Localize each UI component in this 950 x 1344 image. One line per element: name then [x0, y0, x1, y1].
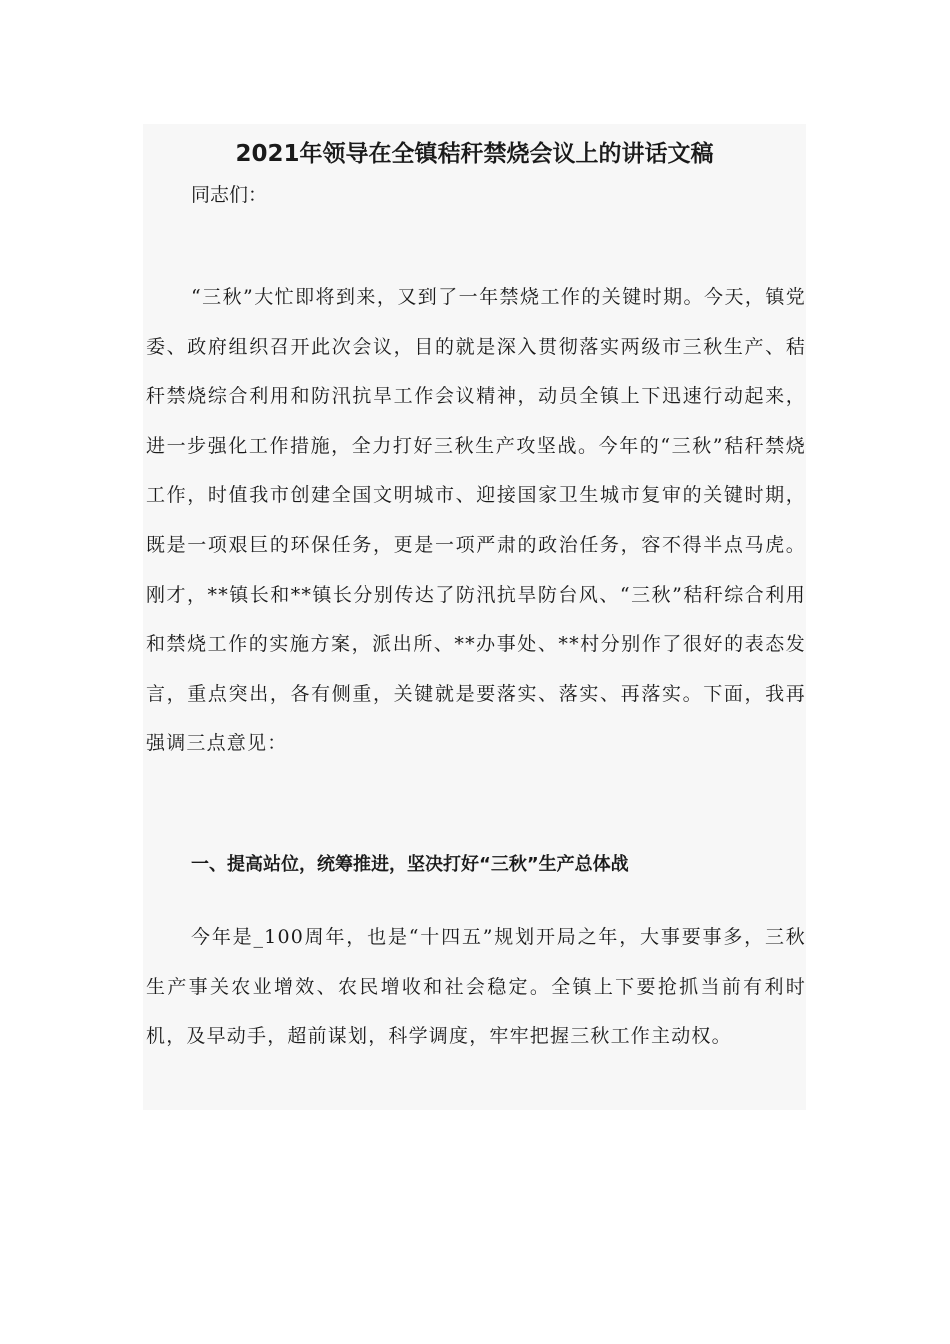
document-title: 2021年领导在全镇秸秆禁烧会议上的讲话文稿 [235, 141, 714, 167]
section-heading-1: 一、提高站位，统筹推进，坚决打好“三秋”生产总体战 [191, 854, 629, 875]
salutation: 同志们： [191, 184, 268, 206]
paragraph-opening: “三秋”大忙即将到来，又到了一年禁烧工作的关键时期。今天，镇党委、政府组织召开此次会议，目的就是深入贯彻落实两级市三秋生产、秸秆禁烧综合利用和防汛抗旱工作会议精神，动员全镇上下迅速行动起来，进一步强化工作措施，全力打好三秋生产攻坚战。今年的“三秋”秸秆禁烧工作，时值我市创建全国文明城市、迎接国家卫生城市复审的关键时期，既是一项艰巨的环保任务，更是一项严肃的政治任务，容不得半点马虎。刚才，**镇长和**镇长分别传达了防汛抗旱防台风、“三秋”秸秆综合利用和禁烧工作的实施方案，派出所、**办事处、**村分别作了很好的表态发言，重点突出，各有侧重，关键就是要落实、落实、再落实。下面，我再强调三点意见： [146, 286, 806, 755]
paragraph-section-1: 今年是_100周年，也是“十四五”规划开局之年，大事要事多，三秋生产事关农业增效、农民增收和社会稳定。全镇上下要抢抓当前有利时机，及早动手，超前谋划，科学调度，牢牢把握三秋工作主动权。 [146, 926, 806, 1048]
